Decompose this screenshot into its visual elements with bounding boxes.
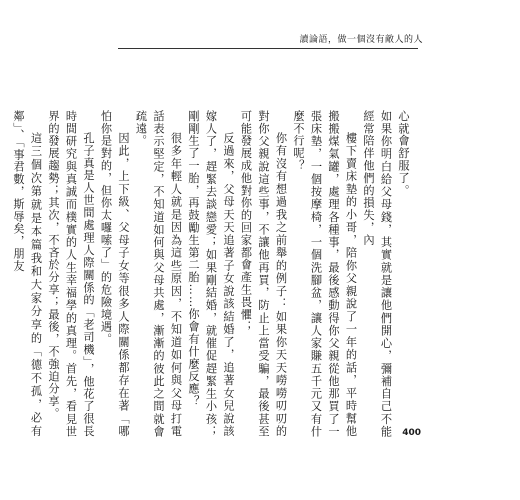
page-number: 400 [402,428,421,438]
paragraph: 反過來，父母天天追著子女說該結婚了，追著女兒說該嫁人了，趕緊去談戀愛；如果剛結婚，就催促趕緊生小孩；剛剛生了一胎，再鼓勵生第二胎……你會有什麼反應？ [187,110,235,438]
vertical-body-text [12,110,412,438]
paragraph: 很多年輕人就是因為這些原因，不知道如何與父母打電話表示堅定，不知道如何與父母共處，漸漸的彼此之間就會疏遠。 [134,110,183,438]
header-divider [118,48,418,49]
paragraph: 如果你明白給父母錢，其實就是讓他們開心，彌補自己不能經常陪伴他們的損失，內 [362,110,393,438]
paragraph: 孔子真是人世間處理人際關係的「老司機」，他花了很長時間研究與真誠而樸實的人生幸福學的真理。首先，看見世界的發展趨勢；其次，不吝於分享；最後，不強迫分享。 [47,110,95,438]
paragraph: 因此，上下級、父母子女等很多人際關係都存在著「哪怕你是對的，但你太囉嗦了」的危險境遇。 [99,110,130,438]
paragraph: 你有沒有想過我之前舉的例子：如果你天天嘮嘮叨叨的對你父親說這些事，不讓他再買，防止上當受騙，最後甚至可能發展成他對你的回家都會產生畏懼； [239,110,288,438]
running-header: 讀論語，做一個沒有敵人的人 [299,35,423,45]
paragraph: 這三個次第就是本篇我和大家分享的「德不孤，必有鄰」、「事君數，斯辱矣，朋友 [12,110,43,438]
paragraph: 心就會舒服了。 [397,110,410,197]
paragraph: 樓下賣床墊的小哥，陪你父親說了一年的話，平時幫他搬搬煤氣罐，處理各種事，最後感動得你父親從他那買了一張床墊，一個按摩椅，一個洗腳盆，讓人家賺五千元又有什麼不行呢？ [292,110,358,438]
